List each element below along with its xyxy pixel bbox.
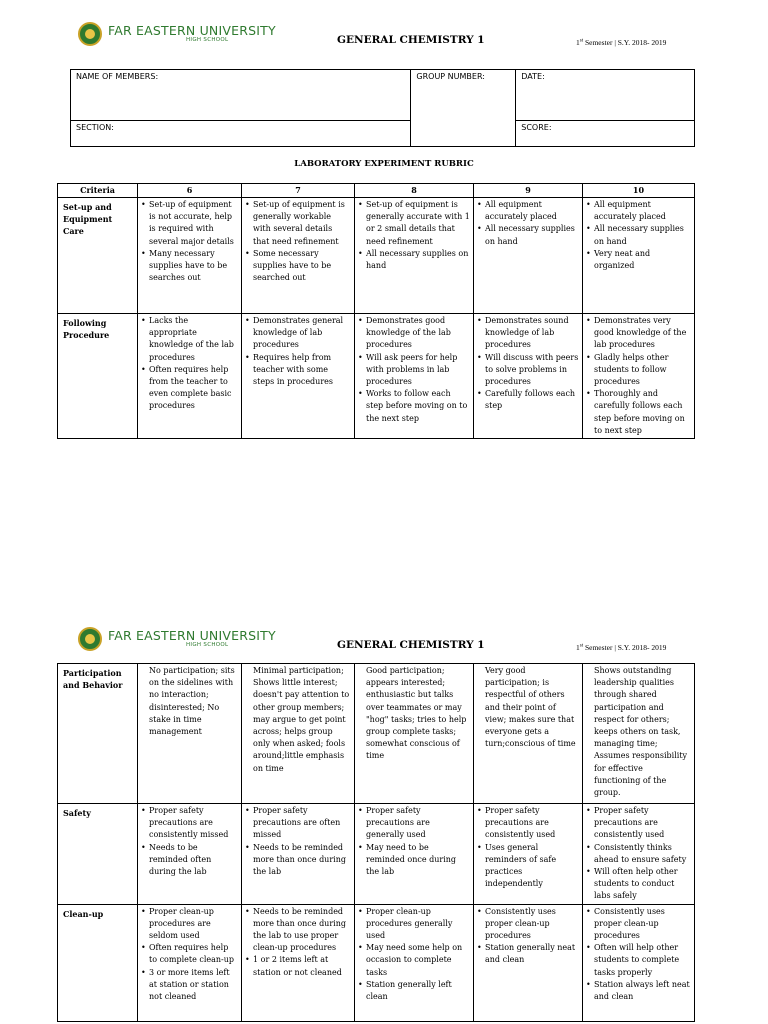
score-8-cell [355,904,474,1021]
score-10-cell [583,904,695,1021]
section-field[interactable]: SECTION: [71,121,411,147]
column-header: 10 [583,184,695,198]
descriptor-text: No participation; sits on the sidelines with no interaction; disinterested; No stake in time management [149,666,235,737]
column-header: 8 [355,184,474,198]
rubric-row [58,904,695,1021]
rubric-body-1 [58,198,695,439]
logo-title: FAR EASTERN UNIVERSITY [108,628,276,643]
descriptor-bullet: • Demonstrates good knowledge of the lab procedures [358,315,470,352]
criteria-cell: Clean-up [58,904,138,1021]
score-7-cell [242,198,355,314]
score-9-cell [474,198,583,314]
descriptor-bullet: • Proper clean-up procedures are seldom used [141,906,238,943]
rubric-row [58,314,695,439]
score-7-cell [242,664,355,804]
descriptor-bullet: • Proper clean-up procedures generally used [358,906,470,943]
descriptor-bullet: • Gladly helps other students to follow procedures [586,352,691,389]
descriptor-bullet: • Will discuss with peers to solve problems in procedures [477,352,579,389]
logo-subtitle: HIGH SCHOOL [186,37,229,43]
descriptor-bullet: • Set-up of equipment is generally accurate with 1 or 2 small details that need refinement [358,199,470,248]
score-10-cell [583,198,695,314]
score-6-cell [138,198,242,314]
descriptor-bullet: • Uses general reminders of safe practices independently [477,842,579,891]
page-gap [0,470,768,605]
descriptor-bullet: • All equipment accurately placed [586,199,691,223]
score-8-cell [355,804,474,905]
score-6-cell [138,904,242,1021]
criteria-cell: Safety [58,804,138,905]
descriptor-bullet: • May need some help on occasion to complete tasks [358,942,470,979]
descriptor-bullet: • Consistently thinks ahead to ensure safety [586,842,691,866]
descriptor-text: Very good participation; is respectful of others and their point of view; makes sure that everyone gets a turn;conscious of time [485,666,576,749]
score-9-cell [474,314,583,439]
descriptor-bullet: • Demonstrates sound knowledge of lab procedures [477,315,579,352]
descriptor-bullet: • Needs to be reminded often during the lab [141,842,238,879]
score-6-cell [138,664,242,804]
score-10-cell [583,804,695,905]
descriptor-bullet: • Set-up of equipment is generally workable with several details that need refinement [245,199,351,248]
score-10-cell [583,664,695,804]
rubric-row [58,198,695,314]
descriptor-bullet: • Consistently uses proper clean-up procedures [586,906,691,943]
descriptor-bullet: • Demonstrates general knowledge of lab procedures [245,315,351,352]
info-table [70,69,695,147]
document-page-2 [0,605,768,1024]
name-field[interactable]: NAME OF MEMBERS: [71,70,411,121]
descriptor-bullet: • Proper safety precautions are consistently used [477,805,579,842]
descriptor-bullet: • Very neat and organized [586,248,691,272]
document-title: GENERAL CHEMISTRY 1 [337,34,485,46]
university-logo [78,22,276,46]
score-7-cell [242,804,355,905]
descriptor-bullet: • All necessary supplies on hand [586,223,691,247]
descriptor-text: Shows outstanding leadership qualities through shared participation and respect for others; keeps others on task, managing time; Assumes responsibility for effective functioning of the group. [594,666,688,798]
descriptor-text: Minimal participation; Shows little interest; doesn't pay attention to other group members; may argue to get point across; helps group only when asked; fools around;little emphasis on time [253,666,350,773]
descriptor-bullet: • Will ask peers for help with problems in lab procedures [358,352,470,389]
university-logo [78,627,276,651]
score-8-cell [355,664,474,804]
descriptor-bullet: • Proper safety precautions are often missed [245,805,351,842]
date-field[interactable]: DATE: [516,70,695,121]
descriptor-bullet: • May need to be reminded once during the lab [358,842,470,879]
descriptor-bullet: • Carefully follows each step [477,388,579,412]
column-header: 7 [242,184,355,198]
logo-title: FAR EASTERN UNIVERSITY [108,23,276,38]
seal-icon [78,22,102,46]
score-9-cell [474,664,583,804]
descriptor-bullet: • Station always left neat and clean [586,979,691,1003]
descriptor-bullet: • Works to follow each step before moving on to the next step [358,388,470,425]
descriptor-bullet: • 1 or 2 items left at station or not cleaned [245,954,351,978]
rubric-table-2 [57,663,695,1022]
descriptor-bullet: • All necessary supplies on hand [477,223,579,247]
descriptor-bullet: • Often will help other students to complete tasks properly [586,942,691,979]
criteria-cell: Set-up and Equipment Care [58,198,138,314]
descriptor-bullet: • Set-up of equipment is not accurate, help is required with several major details [141,199,238,248]
descriptor-bullet: • Lacks the appropriate knowledge of the lab procedures [141,315,238,364]
descriptor-bullet: • Demonstrates very good knowledge of the lab procedures [586,315,691,352]
descriptor-bullet: • Many necessary supplies have to be searches out [141,248,238,285]
descriptor-bullet: • Station generally left clean [358,979,470,1003]
score-7-cell [242,314,355,439]
rubric-table-1 [57,183,695,439]
descriptor-bullet: • All necessary supplies on hand [358,248,470,272]
document-title: GENERAL CHEMISTRY 1 [337,639,485,651]
criteria-cell: Following Procedure [58,314,138,439]
descriptor-bullet: • Often requires help from the teacher to even complete basic procedures [141,364,238,413]
rubric-row [58,804,695,905]
descriptor-bullet: • All equipment accurately placed [477,199,579,223]
descriptor-bullet: • Needs to be reminded more than once during the lab [245,842,351,879]
descriptor-bullet: • Thoroughly and carefully follows each step before moving on to next step [586,388,691,437]
column-header: 6 [138,184,242,198]
page-header [0,0,768,70]
score-8-cell [355,314,474,439]
rubric-body-2 [58,664,695,1022]
score-10-cell [583,314,695,439]
descriptor-bullet: • Needs to be reminded more than once during the lab to use proper clean-up procedures [245,906,351,955]
rubric-header-row [58,184,695,198]
score-8-cell [355,198,474,314]
rubric-title: LABORATORY EXPERIMENT RUBRIC [294,159,474,169]
logo-subtitle: HIGH SCHOOL [186,642,229,648]
descriptor-text: Good participation; appears interested; enthusiastic but talks over teammates or may "hog" tasks; tries to help group complete tasks; somewhat conscious of time [366,666,467,761]
semester-label: 1st Semester | S.Y. 2018- 2019 [576,643,667,652]
descriptor-bullet: • Some necessary supplies have to be searched out [245,248,351,285]
score-9-cell [474,804,583,905]
document-page-1 [0,0,768,470]
column-header: 9 [474,184,583,198]
rubric-row [58,664,695,804]
descriptor-bullet: • Will often help other students to conduct labs safely [586,866,691,903]
descriptor-bullet: • Proper safety precautions are generally used [358,805,470,842]
descriptor-bullet: • Station generally neat and clean [477,942,579,966]
column-header: Criteria [58,184,138,198]
descriptor-bullet: • Consistently uses proper clean-up procedures [477,906,579,943]
descriptor-bullet: • Proper safety precautions are consistently used [586,805,691,842]
descriptor-bullet: • Proper safety precautions are consistently missed [141,805,238,842]
score-6-cell [138,804,242,905]
semester-label: 1st Semester | S.Y. 2018- 2019 [576,38,667,47]
score-9-cell [474,904,583,1021]
descriptor-bullet: • Often requires help to complete clean-up [141,942,238,966]
score-field[interactable]: SCORE: [516,121,695,147]
score-6-cell [138,314,242,439]
criteria-cell: Participation and Behavior [58,664,138,804]
descriptor-bullet: • Requires help from teacher with some steps in procedures [245,352,351,389]
descriptor-bullet: • 3 or more items left at station or station not cleaned [141,967,238,1004]
score-7-cell [242,904,355,1021]
group-number-field[interactable]: GROUP NUMBER: [411,70,516,147]
seal-icon [78,627,102,651]
